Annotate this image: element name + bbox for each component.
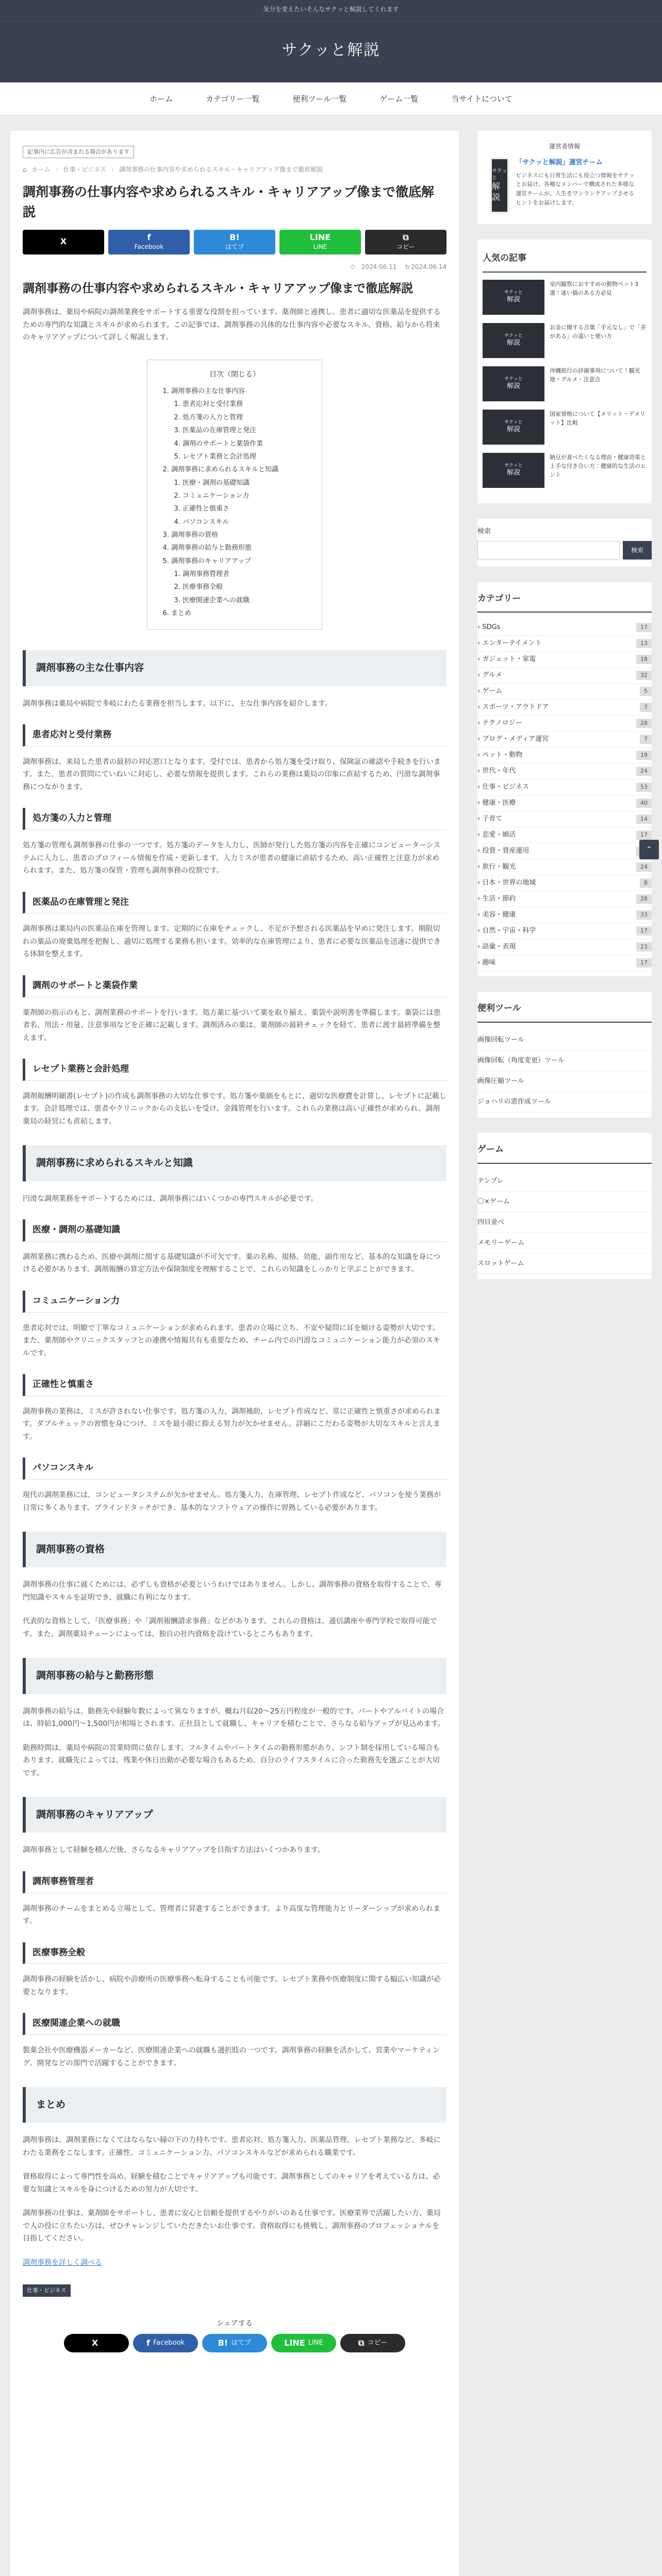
body-paragraph: 代表的な資格として、「医療事務」や「調剤報酬請求事務」などがあります。これらの資格は、通信講座や専門学校で取得可能です。また、調剤薬局チェーンによっては、独自の社内資格を設けているところもあります。 — [23, 1617, 437, 1638]
category-count: 33 — [636, 910, 652, 920]
toc-subitem[interactable]: 1. 患者応対と受付業務 — [183, 398, 308, 411]
nav-item-0[interactable]: ホーム — [150, 94, 173, 104]
category-count: 28 — [636, 719, 652, 728]
chevron-right-icon: › — [477, 751, 483, 759]
popular-post-item[interactable] — [483, 410, 647, 445]
external-link[interactable]: 調剤事務を詳しく調べる — [23, 2258, 102, 2267]
toc-title[interactable]: 目次（閉じる） — [209, 370, 260, 379]
category-name: 世代・年代 — [482, 767, 516, 775]
category-name: スポーツ・アウトドア — [482, 703, 549, 711]
category-count: 28 — [636, 894, 652, 904]
post-thumbnail — [483, 366, 544, 401]
body-paragraph: 資格取得によって専門性を高め、経験を積むことでキャリアアップも可能です。調剤事務としてのキャリアを考えている方は、必要な知識とスキルを身につけるための努力が大切です。 — [23, 2173, 440, 2194]
categories-title: カテゴリー — [477, 587, 652, 613]
category-count: 13 — [636, 639, 652, 648]
popular-post-item[interactable] — [483, 366, 647, 401]
share-icon-4: ⧉ — [403, 232, 409, 243]
chevron-right-icon: › — [477, 687, 483, 695]
toc-link[interactable]: 調剤事務の主な仕事内容 — [171, 387, 245, 396]
toc-link[interactable]: 調剤事務の資格 — [171, 531, 219, 539]
category-item[interactable] — [477, 779, 652, 795]
chevron-right-icon: › — [477, 671, 483, 679]
chevron-right-icon: › — [477, 846, 483, 855]
thumb-small-text: サクッと — [504, 377, 523, 382]
category-name: ブログ・メディア運営 — [482, 735, 549, 743]
search-label: 検索 — [477, 527, 491, 535]
category-name: 語彙・表現 — [482, 942, 516, 951]
toc-subitem[interactable]: 2. 処方箋の入力と管理 — [183, 411, 308, 424]
back-to-top-button[interactable]: ⌃ — [639, 840, 659, 859]
category-item[interactable] — [477, 955, 652, 971]
thumb-big-text: 解説 — [506, 339, 520, 347]
body-paragraph: 調剤事務のチームをまとめる立場として、管理者に昇進することができます。より高度な管理能力とリーダーシップが求められます。 — [23, 1904, 441, 1926]
body-paragraph: 調剤事務は薬局内の医薬品在庫を管理します。定期的に在庫をチェックし、不足が予想される医薬品を早めに発注します。期限切れの薬品の廃棄処理を把握し、適切に処理する業務も担います。効率的な在庫管理により、患者に必要な医薬品を迅速に提供できる体制を整えます。 — [23, 925, 441, 959]
share-icon-1: f — [147, 232, 151, 243]
category-item[interactable] — [477, 907, 652, 923]
subsection-heading: 医療・調剤の基礎知識 — [23, 1219, 446, 1242]
share-buttons-bottom — [23, 2334, 446, 2352]
category-count: 5 — [640, 687, 652, 696]
subsection-heading: 医薬品の在庫管理と発注 — [23, 892, 446, 914]
breadcrumb-separator-icon: › — [111, 166, 114, 173]
article-main — [10, 131, 459, 2576]
category-name: 仕事・ビジネス — [482, 783, 529, 791]
category-name: 健康・医療 — [482, 799, 516, 807]
share-icon-2: B! — [218, 2337, 228, 2348]
category-name: 生活・節約 — [482, 894, 516, 903]
toc-subitem[interactable]: 2. 医療事務全般 — [183, 581, 308, 594]
toc-link[interactable]: 調剤事務に求められるスキルと知識 — [171, 466, 278, 474]
category-count: 40 — [636, 799, 652, 808]
post-thumbnail — [483, 410, 544, 445]
content-title: 調剤事務の仕事内容や求められるスキル・キャリアアップ像まで徹底解説 — [23, 281, 413, 295]
top-announcement-bar: 気分を変えたいそんなサクッと解説してくれます — [0, 0, 662, 19]
thumb-small-text: サクッと — [504, 420, 523, 425]
breadcrumb-item: 調剤事務の仕事内容や求められるスキル・キャリアアップ像まで徹底解説 — [119, 166, 323, 173]
breadcrumb-item[interactable]: ホーム — [31, 166, 51, 173]
bottom-share-button-1[interactable] — [133, 2334, 198, 2352]
category-item[interactable] — [477, 716, 652, 732]
popular-post-item[interactable] — [483, 323, 647, 358]
top-share-button-0[interactable] — [23, 230, 104, 255]
ad-notice-tag: 記事内に広告が含まれる場合があります — [23, 146, 134, 158]
nav-item-4[interactable]: 当サイトについて — [451, 94, 512, 104]
body-paragraph: 患者応対では、明瞭で丁寧なコミュニケーションが求められます。患者の立場に立ち、不安や疑問に耳を傾ける姿勢が大切です。また、薬剤師やクリニックスタッフとの連携や情報共有も重要なため、チーム内での円滑なコミュニケーション能力が必須のスキルです。 — [23, 1324, 440, 1358]
category-name: ガジェット・家電 — [482, 655, 536, 663]
bottom-share-button-0[interactable] — [64, 2334, 129, 2352]
profile-widget — [477, 131, 652, 224]
category-item[interactable] — [477, 891, 652, 907]
category-name: 投資・資産運用 — [482, 846, 529, 855]
toc-item[interactable] — [171, 541, 308, 554]
top-share-button-2[interactable] — [194, 230, 275, 255]
section-heading: 調剤事務の給与と勤務形態 — [23, 1658, 446, 1693]
body-paragraph: 調剤事務は、調剤業務になくてはならない縁の下の力持ちです。患者応対、処方箋入力、医薬品管理、レセプト業務など、多岐にわたる業務をこなします。正確性、コミュニケーション力、パソコンスキルなどが求められる職業です。 — [23, 2136, 441, 2157]
category-count: 32 — [636, 671, 652, 680]
chevron-right-icon: › — [477, 783, 483, 791]
category-count: 24 — [636, 862, 652, 872]
subsection-heading: パソコンスキル — [23, 1458, 446, 1480]
category-count: 19 — [636, 751, 652, 760]
chevron-right-icon: › — [477, 767, 483, 775]
search-widget — [477, 519, 652, 567]
breadcrumb-separator-icon: › — [55, 166, 58, 173]
chevron-right-icon: › — [477, 894, 483, 903]
popular-post-title: 沖縄旅行の詳細事項について！観光地・グルメ・注意点 — [550, 367, 640, 383]
category-name: 美容・健康 — [482, 910, 516, 919]
games-widget — [477, 1133, 652, 1279]
category-item[interactable] — [477, 652, 652, 668]
breadcrumb-item[interactable]: 仕事・ビジネス — [63, 166, 107, 173]
toc-link[interactable]: 調剤事務のキャリアアップ — [171, 557, 252, 565]
search-button[interactable]: 検索 — [623, 541, 652, 560]
published-date: 2024.06.11 — [361, 263, 397, 270]
site-title-link[interactable]: サクッと解説 — [282, 41, 380, 60]
chevron-right-icon: › — [477, 958, 483, 967]
body-paragraph: 調剤報酬明細書(レセプト)の作成も調剤事務の大切な仕事です。処方箋や薬価をもとに、適切な医療費を計算し、レセプトに記載します。会計処理では、患者やクリニックからの支払いを受け、金銭管理を行います。これらの業務は高い正確性が求められ、調剤薬局の経営にも直結します。 — [23, 1092, 446, 1126]
toc-subitem[interactable]: 1. 医療・調剤の基礎知識 — [183, 477, 308, 489]
body-paragraph: 調剤事務の仕事に就くためには、必ずしも資格が必要というわけではありません。しかし、調剤事務の資格を取得することで、専門知識やスキルを証明でき、就職に有利になります。 — [23, 1581, 442, 1602]
chevron-right-icon: › — [477, 719, 483, 727]
share-icon-4: ⧉ — [358, 2337, 365, 2348]
toc-subitem[interactable]: 2. コミュニケーション力 — [183, 489, 308, 502]
popular-post-title: 国家資格について【メリット・デメリット】比較 — [550, 410, 646, 426]
chevron-right-icon: › — [477, 639, 483, 647]
chevron-right-icon: › — [477, 799, 483, 807]
body-paragraph: 調剤事務の給与は、勤務先や経験年数によって異なりますが、概ね月収20〜25万円程度が一般的です。パートやアルバイトの場合は、時給1,000円〜1,500円が相場とされます。正社員として就職し、キャリアを積むことで、さらなる給与アップが見込めます。 — [23, 1707, 445, 1728]
category-item[interactable] — [477, 939, 652, 955]
category-item[interactable] — [477, 827, 652, 843]
tools-link[interactable]: ジョハリの窓作成ツール — [477, 1092, 652, 1112]
category-name: 旅行・観光 — [482, 862, 516, 871]
category-count: 18 — [636, 655, 652, 664]
category-item[interactable] — [477, 859, 652, 875]
body-paragraph: 薬剤師の指示のもと、調剤業務のサポートを行います。処方薬に基づいて薬を取り揃え、薬袋や説明書を準備します。薬袋には患者名、用法・用量、注意事項などを正確に記載します。調剤済みの薬は、薬剤師の最終チェックを経て、患者に渡す最終準備を整えます。 — [23, 1008, 441, 1042]
category-count: 14 — [636, 815, 652, 824]
category-count: 7 — [640, 735, 652, 744]
category-item[interactable] — [477, 923, 652, 939]
games-link[interactable]: テンプレ — [477, 1171, 652, 1192]
games-link[interactable]: スロットゲーム — [477, 1253, 652, 1274]
nav-item-3[interactable]: ゲーム一覧 — [379, 94, 419, 104]
category-name: グルメ — [482, 671, 502, 679]
bottom-share-button-4[interactable] — [340, 2334, 405, 2352]
chevron-right-icon: › — [477, 926, 483, 935]
thumb-big-text: 解説 — [506, 426, 520, 434]
site-header — [0, 19, 662, 82]
page-title: 調剤事務の仕事内容や求められるスキル・キャリアアップ像まで徹底解説 — [23, 184, 435, 219]
games-title: ゲーム — [477, 1138, 652, 1164]
section-heading: まとめ — [23, 2087, 446, 2123]
popular-post-item[interactable] — [483, 280, 647, 315]
body-paragraph: 処方箋の管理も調剤事務の仕事の一つです。処方箋のデータを入力し、医師が発行した処方箋の内容を正確にコンピューターシステムに入力し、患者のプロフィール情報を作成・更新します。入力ミスが患者の健康に直結するため、高い正確性と注意力が求められます。また、処方箋の保管・管理も調剤事務の役割です。 — [23, 841, 441, 875]
table-of-contents — [147, 360, 322, 630]
share-icon-0: X — [60, 236, 67, 247]
subsection-heading: 医療事務全般 — [23, 1942, 446, 1964]
chevron-right-icon: › — [477, 623, 483, 631]
site-logo: サクッと 解説 — [490, 157, 509, 214]
chevron-right-icon: › — [477, 703, 483, 711]
category-name: 子育て — [482, 815, 503, 823]
bottom-share-button-2[interactable] — [202, 2334, 267, 2352]
body-paragraph: 調剤事務は薬局や病院で多岐にわたる業務を担当します。以下に、主な仕事内容を紹介します。 — [23, 699, 332, 708]
share-icon-0: X — [91, 2337, 98, 2348]
profile-description: ビジネスにも日常生活にも役立つ情報をサクッとお届け。各種なメンバーで構成された多様な運営チームが、人生をワンランクアップさせるヒントをお届けします。 — [516, 172, 635, 206]
post-thumbnail — [483, 280, 544, 315]
share-label-4: コピー — [396, 243, 415, 251]
category-item[interactable] — [477, 811, 652, 827]
category-name: 日本・世界の地域 — [482, 878, 536, 887]
profile-name-link[interactable]: 「サクッと解説」運営チーム — [516, 159, 603, 166]
toc-item[interactable] — [171, 607, 308, 620]
top-share-button-3[interactable] — [279, 230, 361, 255]
games-link[interactable]: 〇×ゲーム — [477, 1192, 652, 1212]
share-label-3: LINE — [313, 243, 327, 251]
subsection-heading: レセプト業務と会計処理 — [23, 1059, 446, 1081]
toc-item[interactable] — [171, 385, 308, 463]
body-paragraph: 勤務時間は、薬局や病院の営業時間に依存します。フルタイムやパートタイムの勤務形態があり、シフト制を採用している場合もあります。就職先によっては、残業や休日出勤が必要な場合もあるため、自分のライフスタイルに合った勤務先を選ぶことが大切です。 — [23, 1743, 440, 1777]
section-heading: 調剤事務の主な仕事内容 — [23, 650, 446, 686]
nav-item-2[interactable]: 便利ツール一覧 — [292, 94, 347, 104]
category-count: 17 — [636, 958, 652, 968]
thumb-small-text: サクッと — [504, 333, 523, 338]
body-paragraph: 調剤事務として経験を積んだ後、さらなるキャリアアップを目指す方法はいくつかあります。 — [23, 1846, 325, 1855]
subsection-heading: 調剤のサポートと薬袋作業 — [23, 975, 446, 997]
nav-item-1[interactable]: カテゴリー一覧 — [206, 94, 260, 104]
body-paragraph: 円滑な調剤業務をサポートするためには、調剤事務にはいくつかの専門スキルが必要です。 — [23, 1194, 318, 1203]
toc-subitem[interactable]: 3. 正確性と慎重さ — [183, 502, 308, 515]
category-name: エンターテイメント — [482, 639, 542, 647]
body-paragraph: 調剤事務は、来局した患者の最初の対応窓口となります。受付では、患者から処方箋を受け取り、保険証の確認や手続きを行います。また、患者の質問にていねいに対応し、必要な情報を提供します。これらの業務は薬局の印象に直結するため、円滑な調剤事務につながります。 — [23, 757, 441, 791]
section-heading: 調剤事務に求められるスキルと知識 — [23, 1145, 446, 1181]
category-name: テクノロジー — [482, 719, 522, 727]
share-icon-2: B! — [229, 232, 240, 243]
refresh-icon: ↻ — [405, 263, 410, 270]
body-paragraph: 製薬会社や医療機器メーカーなど、医療関連企業への就職も選択肢の一つです。調剤事務の経験を活かして、営業やマーケティング、開発などの部門で活躍することができます。 — [23, 2046, 440, 2067]
toc-subitem[interactable]: 1. 調剤事務管理者 — [183, 568, 308, 581]
category-item[interactable] — [477, 700, 652, 716]
share-icon-3: LINE — [284, 2337, 305, 2348]
body-paragraph: 調剤事務の経験を活かし、病院や診療所の医療事務へ転身することも可能です。レセプト業務や医療制度に関する幅広い知識が必要となります。 — [23, 1975, 441, 1996]
thumb-small-text: サクッと — [504, 463, 523, 468]
category-badge[interactable]: 仕事・ビジネス — [23, 2284, 71, 2296]
bottom-share-button-3[interactable] — [271, 2334, 336, 2352]
toc-subitem[interactable]: 5. レセプト業務と会計処理 — [183, 450, 308, 463]
thumb-small-text: サクッと — [504, 290, 523, 295]
global-nav — [0, 82, 662, 115]
popular-post-title: お金に関する言葉「手元なし」で「差がある」の違いと使い方 — [550, 324, 646, 340]
category-item[interactable] — [477, 636, 652, 652]
chevron-right-icon: › — [477, 831, 483, 839]
toc-link[interactable]: 調剤事務の給与と勤務形態 — [171, 544, 252, 552]
clock-icon: ⏱ — [350, 263, 355, 270]
share-label: シェアする — [217, 2319, 253, 2328]
toc-subitem[interactable]: 3. 医療関連企業への就職 — [183, 594, 308, 607]
updated-date: 2024.06.14 — [411, 263, 446, 270]
popular-post-title: 室内観察におすすめの動物ベット3選！迷い猫のある方必見 — [550, 280, 639, 296]
chevron-right-icon: › — [477, 735, 483, 743]
profile-label: 運営者情報 — [549, 143, 580, 150]
search-input[interactable] — [477, 541, 620, 560]
body-paragraph: 調剤事務の業務は、ミスが許されない仕事です。処方箋の入力、調剤補助、レセプト作成など、常に正確性と慎重さが求められます。ダブルチェックの習慣を身につけ、ミスを最小限に抑える努力が欠かせません。詳細にこだわる姿勢が大切なスキルと言えます。 — [23, 1407, 441, 1441]
share-icon-1: f — [146, 2337, 150, 2348]
category-item[interactable] — [477, 668, 652, 684]
popular-title: 人気の記事 — [483, 247, 647, 273]
games-link[interactable]: メモリーゲーム — [477, 1233, 652, 1253]
category-count: 23 — [636, 942, 652, 952]
category-count: 17 — [636, 831, 652, 840]
category-name: 恋愛・婚活 — [482, 831, 516, 839]
sidebar — [477, 131, 652, 1295]
chevron-right-icon: › — [477, 910, 483, 919]
category-name: 趣味 — [482, 958, 496, 967]
body-paragraph: 調剤業務に携わるため、医療や調剤に関する基礎知識が不可欠です。薬の名称、規格、効能、副作用など、基本的な知識を身につける必要があります。調剤報酬の算定方法や保険制度を理解することで、これらの知識をしっかりと学ぶことができます。 — [23, 1252, 441, 1274]
toc-item[interactable] — [171, 463, 308, 529]
home-icon: ⌂ — [23, 166, 27, 173]
category-count: 17 — [636, 623, 652, 632]
category-count: 7 — [640, 703, 652, 712]
tools-link[interactable]: 画像回転ツール — [477, 1030, 652, 1050]
thumb-big-text: 解説 — [506, 296, 520, 304]
section-heading: 調剤事務のキャリアアップ — [23, 1797, 446, 1833]
post-thumbnail — [483, 453, 544, 488]
share-icon-3: LINE — [309, 232, 331, 243]
chevron-right-icon: › — [477, 942, 483, 951]
subsection-heading: 医療関連企業への就職 — [23, 2013, 446, 2035]
chevron-right-icon: › — [477, 862, 483, 871]
category-count: 8 — [640, 878, 652, 888]
category-item[interactable] — [477, 795, 652, 811]
share-label-1: Facebook — [153, 2338, 185, 2347]
top-share-button-1[interactable] — [108, 230, 190, 255]
share-label-2: はてブ — [225, 243, 244, 251]
category-name: 自然・宇宙・科学 — [482, 926, 536, 935]
category-item[interactable] — [477, 684, 652, 700]
subsection-heading: 処方箋の入力と管理 — [23, 808, 446, 830]
thumb-big-text: 解説 — [506, 382, 520, 391]
chevron-right-icon: › — [477, 655, 483, 663]
category-item[interactable] — [477, 748, 652, 764]
category-item[interactable] — [477, 764, 652, 779]
subsection-heading: 正確性と慎重さ — [23, 1374, 446, 1396]
subsection-heading: 患者応対と受付業務 — [23, 724, 446, 747]
tools-title: 便利ツール — [477, 997, 652, 1023]
thumb-big-text: 解説 — [506, 469, 520, 477]
body-paragraph: 調剤事務の仕事は、薬剤師をサポートし、患者に安心と信頼を提供するやりがいのある仕事です。医療業界で活躍したい方、薬局で人の役に立ちたい方は、ぜひチャレンジしていただきたいお仕事です。資格取得にも挑戦し、調剤事務のプロフェッショナルを目指してください。 — [23, 2209, 441, 2243]
category-item[interactable] — [477, 843, 652, 859]
subsection-heading: 調剤事務管理者 — [23, 1871, 446, 1893]
toc-subitem[interactable]: 4. パソコンスキル — [183, 516, 308, 529]
toc-item[interactable] — [171, 555, 308, 607]
popular-post-title: 納豆が食べたくなる理由・健康効果と上手な付き合い方：健康的な生活のヒント — [550, 453, 646, 478]
section-heading: 調剤事務の資格 — [23, 1532, 446, 1567]
post-dates — [23, 262, 446, 273]
share-label-1: Facebook — [134, 243, 164, 251]
category-item[interactable] — [477, 875, 652, 891]
popular-posts-widget — [477, 240, 652, 503]
categories-widget — [477, 582, 652, 977]
breadcrumb — [23, 164, 446, 175]
toc-item[interactable] — [171, 529, 308, 541]
tools-link[interactable]: 画像圧縮ツール — [477, 1071, 652, 1092]
games-link[interactable]: 四目並べ — [477, 1212, 652, 1233]
top-share-button-4[interactable] — [365, 230, 446, 255]
post-thumbnail — [483, 323, 544, 358]
chevron-right-icon: › — [477, 815, 483, 823]
intro-paragraph: 調剤事務は、薬局や病院の調剤業務をサポートする重要な役割を担っています。薬剤師と連携し、患者に適切な医薬品を提供するための専門的な知識とスキルが求められます。この記事では、調剤事務の具体的な仕事内容や必要なスキル、資格、給与から将来のキャリアアップについて詳しく解説します。 — [23, 308, 441, 342]
category-name: ペット・動物 — [482, 751, 523, 759]
category-count: 24 — [636, 767, 652, 776]
toc-subitem[interactable]: 4. 調剤のサポートと薬袋作業 — [183, 437, 308, 450]
popular-post-item[interactable] — [483, 453, 647, 488]
toc-subitem[interactable]: 3. 医薬品の在庫管理と発注 — [183, 424, 308, 437]
subsection-heading: コミュニケーション力 — [23, 1291, 446, 1313]
category-item[interactable] — [477, 732, 652, 748]
category-item[interactable] — [477, 620, 652, 636]
share-label-4: コピー — [367, 2338, 387, 2347]
tools-widget — [477, 992, 652, 1117]
category-count: 53 — [636, 783, 652, 792]
toc-link[interactable]: まとめ — [171, 609, 192, 617]
share-buttons-top — [23, 230, 446, 255]
category-count: 17 — [636, 926, 652, 936]
tools-link[interactable]: 画像回転（角度変更）ツール — [477, 1050, 652, 1071]
share-label-3: LINE — [308, 2338, 323, 2347]
body-paragraph: 現代の調剤業務には、コンピュータシステムが欠かせません。処方箋入力、在庫管理、レセプト作成など、パソコンを使う業務が日常に多くあります。ブラインドタッチができ、基本的なソフトウェアの操作に習熟している必要があります。 — [23, 1491, 441, 1512]
chevron-right-icon: › — [477, 878, 483, 887]
share-label-2: はてブ — [231, 2338, 252, 2347]
category-name: SDGs — [482, 623, 501, 631]
category-name: ゲーム — [482, 687, 503, 695]
